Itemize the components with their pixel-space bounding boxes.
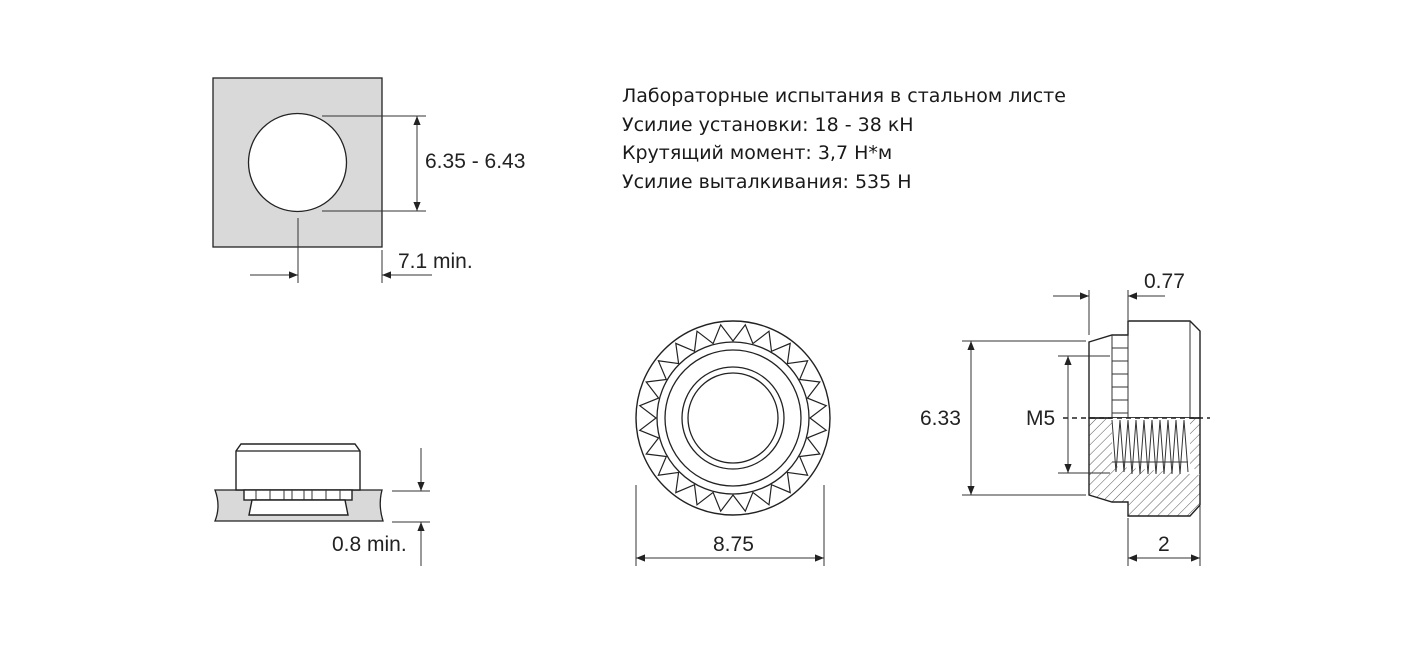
serration-band [244,490,352,500]
nut-section-view [920,270,1210,566]
thread-bore [1112,418,1200,475]
thread-bore-circle [688,373,778,463]
height-label: 6.33 [920,407,961,430]
test-specifications [622,82,1066,196]
spec-torque: Крутящий момент: 3,7 Н*м [622,142,893,165]
nut-top-view [636,321,830,566]
installed-side-view [215,444,430,566]
spec-install-force: Усилие установки: 18 - 38 кН [622,113,914,136]
outer-diameter-label: 8.75 [713,533,754,556]
nut-shank [249,500,348,515]
edge-distance-label: 7.1 min. [398,250,473,273]
panel-hole-view [213,78,525,283]
shank-length-label: 0.77 [1144,270,1185,293]
hole-diameter-label: 6.35 - 6.43 [425,150,526,173]
head-length-label: 2 [1158,533,1170,556]
thread-label: M5 [1026,407,1056,430]
spec-title: Лабораторные испытания в стальном листе [622,85,1066,107]
spec-pushout-force: Усилие выталкивания: 535 Н [622,170,912,193]
sheet-thickness-label: 0.8 min. [332,533,407,556]
mounting-hole [249,114,347,212]
section-upper-half [1089,321,1200,418]
